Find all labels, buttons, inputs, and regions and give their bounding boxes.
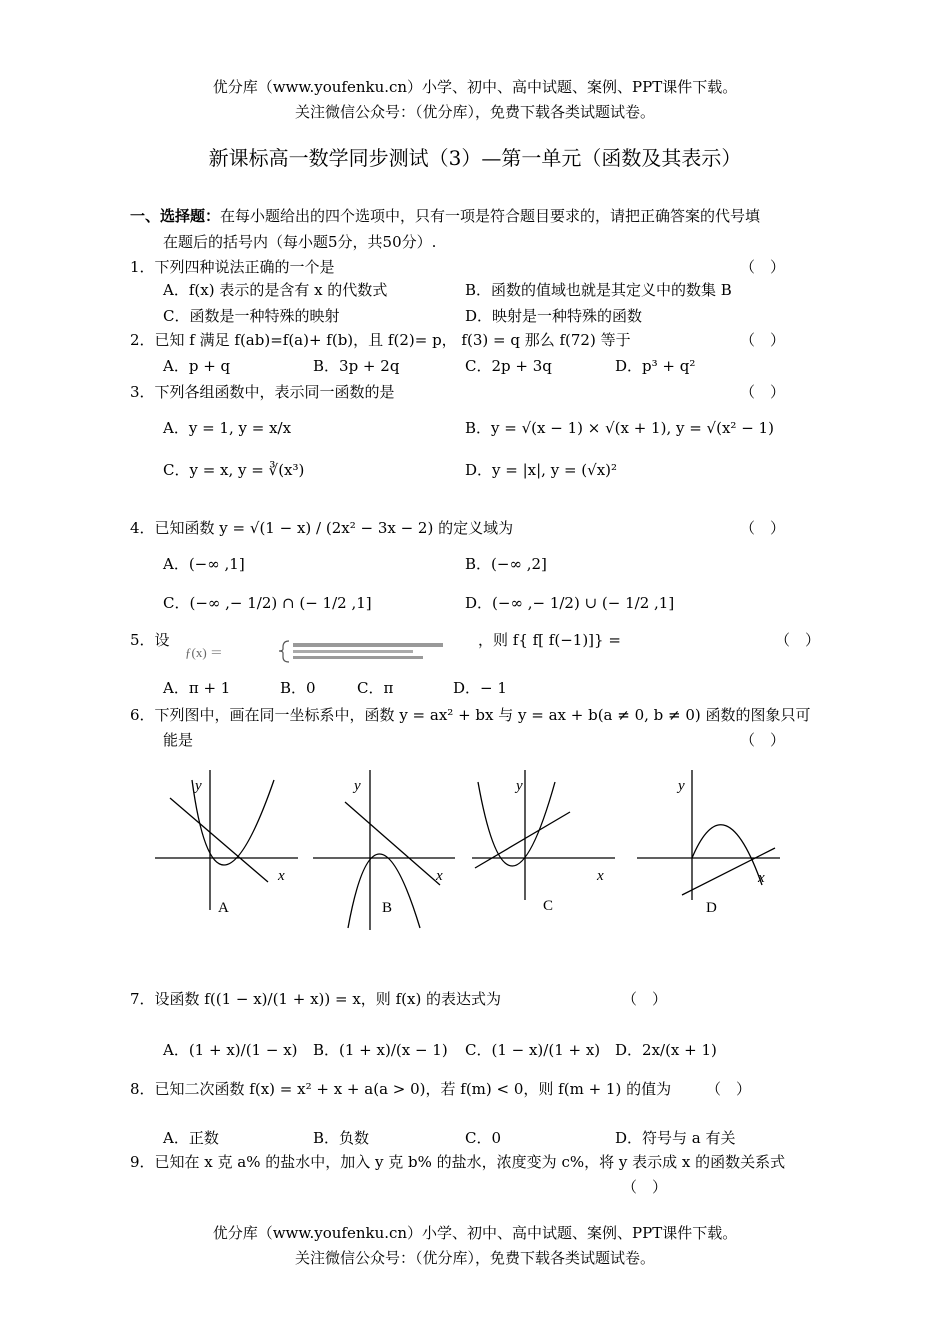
q5-option-d: D．− 1 — [453, 679, 507, 697]
q1-option-a: A．f(x) 表示的是含有 x 的代数式 — [163, 281, 388, 299]
section-heading: 一、选择题： — [130, 207, 221, 225]
graph-a-x-label: x — [278, 868, 285, 884]
q4-stem: 4．已知函数 y = √(1 − x) / (2x² − 3x − 2) 的定义域为 — [130, 519, 514, 537]
q8-answer-paren: （ ） — [706, 1080, 752, 1098]
q3-option-c: C．y = x, y = ∛(x³) — [163, 461, 305, 479]
section-intro — [130, 205, 760, 226]
q5-option-a: A．π + 1 — [163, 679, 231, 697]
graph-d-x-label: x — [758, 870, 765, 886]
section-intro-line-1: 在每小题给出的四个选项中，只有一项是符合题目要求的，请把正确答案的代号填 — [220, 207, 761, 225]
q5-option-b: B．0 — [280, 679, 316, 697]
q8-option-d: D．符号与 a 有关 — [615, 1129, 736, 1147]
q8-option-c: C．0 — [465, 1129, 502, 1147]
q5-then: ，则 f{ f[ f(−1)]} = — [478, 631, 621, 649]
q2-answer-paren: （ ） — [740, 331, 786, 349]
q7-option-c: C．(1 − x)/(1 + x) — [465, 1041, 601, 1059]
q4-option-c: C．(−∞ ,− 1/2) ∩ (− 1/2 ,1] — [163, 594, 372, 612]
header-line-1: 优分库（www.youfenku.cn）小学、初中、高中试题、案例、PPT课件下载。 — [212, 78, 738, 96]
graph-a-label: A — [218, 900, 229, 916]
q8-option-a: A．正数 — [163, 1129, 219, 1147]
header-line-2: 关注微信公众号：（优分库），免费下载各类试题试卷。 — [294, 103, 655, 121]
q1-option-d: D．映射是一种特殊的函数 — [465, 307, 643, 325]
q7-option-d: D．2x/(x + 1) — [615, 1041, 717, 1059]
graph-a-line — [170, 798, 268, 882]
q3-option-a: A．y = 1, y = x/x — [163, 419, 292, 437]
q2-option-b: B．3p + 2q — [313, 357, 400, 375]
graph-b-parabola — [348, 854, 420, 928]
q8-stem: 8．已知二次函数 f(x) = x² + x + a(a > 0)，若 f(m) < 0，则 f(m + 1) 的值为 — [130, 1080, 672, 1098]
q9-stem: 9．已知在 x 克 a% 的盐水中，加入 y 克 b% 的盐水，浓度变为 c%，将 y 表示成 x 的函数关系式 — [130, 1153, 786, 1171]
q2-option-d: D．p³ + q² — [615, 357, 696, 375]
q2-option-a: A．p + q — [163, 357, 231, 375]
q4-option-b: B．(−∞ ,2] — [465, 555, 547, 573]
q6-stem: 6．下列图中，画在同一坐标系中，函数 y = ax² + bx 与 y = ax + b(a ≠ 0, b ≠ 0) 函数的图象只可 — [130, 706, 811, 724]
q9-answer-paren: （ ） — [622, 1178, 668, 1196]
graph-c-x-label: x — [597, 868, 604, 884]
graph-d-y-label: y — [678, 778, 685, 794]
q7-option-a: A．(1 + x)/(1 − x) — [163, 1041, 298, 1059]
q7-stem: 7．设函数 f((1 − x)/(1 + x)) = x，则 f(x) 的表达式为 — [130, 990, 502, 1008]
graph-b-label: B — [382, 900, 393, 916]
svg-text:ƒ(x) ＝: ƒ(x) ＝ — [185, 645, 223, 660]
graph-c-label: C — [543, 898, 554, 914]
graph-b-y-label: y — [354, 778, 361, 794]
q2-stem: 2．已知 f 满足 f(ab)=f(a)+ f(b)，且 f(2)= p， f(3) = q 那么 f(72) 等于 — [130, 331, 631, 349]
q5-option-c: C．π — [357, 679, 394, 697]
q5-piecewise-formula-image — [183, 637, 473, 665]
q6-answer-paren: （ ） — [740, 731, 786, 749]
q4-option-a: A．(−∞ ,1] — [163, 555, 245, 573]
footer-line-1: 优分库（www.youfenku.cn）小学、初中、高中试题、案例、PPT课件下载。 — [212, 1224, 738, 1242]
section-intro-line-2: 在题后的括号内（每小题5分，共50分）. — [163, 233, 437, 251]
graph-c — [472, 770, 615, 914]
page-title: 新课标高一数学同步测试（3）—第一单元（函数及其表示） — [208, 146, 742, 170]
q5-stem: 5．设 — [130, 631, 170, 649]
q4-answer-paren: （ ） — [740, 519, 786, 537]
graph-a-y-label: y — [195, 778, 202, 794]
q2-option-c: C．2p + 3q — [465, 357, 552, 375]
graph-d-label: D — [706, 900, 717, 916]
q8-option-b: B．负数 — [313, 1129, 370, 1147]
q1-stem: 1．下列四种说法正确的一个是 — [130, 258, 335, 276]
graph-b — [313, 770, 455, 930]
q1-answer-paren: （ ） — [740, 258, 786, 276]
graph-b-line — [345, 802, 440, 885]
q7-answer-paren: （ ） — [622, 990, 668, 1008]
footer-line-2: 关注微信公众号：（优分库），免费下载各类试题试卷。 — [294, 1249, 655, 1267]
q6-stem-2: 能是 — [163, 731, 194, 749]
q4-option-d: D．(−∞ ,− 1/2) ∪ (− 1/2 ,1] — [465, 594, 675, 612]
graph-d — [637, 770, 780, 916]
q5-answer-paren: （ ） — [775, 631, 821, 649]
graph-c-y-label: y — [516, 778, 523, 794]
graph-d-parabola — [692, 825, 762, 885]
q6-graphs — [150, 760, 790, 960]
q3-answer-paren: （ ） — [740, 383, 786, 401]
q3-option-d: D．y = |x|, y = (√x)² — [465, 461, 618, 479]
q1-option-b: B．函数的值域也就是其定义中的数集 B — [465, 281, 732, 299]
graph-c-parabola — [478, 782, 555, 866]
q7-option-b: B．(1 + x)/(x − 1) — [313, 1041, 448, 1059]
graph-a — [155, 770, 298, 916]
q3-stem: 3．下列各组函数中，表示同一函数的是 — [130, 383, 395, 401]
q3-option-b: B．y = √(x − 1) × √(x + 1), y = √(x² − 1) — [465, 419, 774, 437]
q1-option-c: C．函数是一种特殊的映射 — [163, 307, 340, 325]
graph-b-x-label: x — [436, 868, 443, 884]
